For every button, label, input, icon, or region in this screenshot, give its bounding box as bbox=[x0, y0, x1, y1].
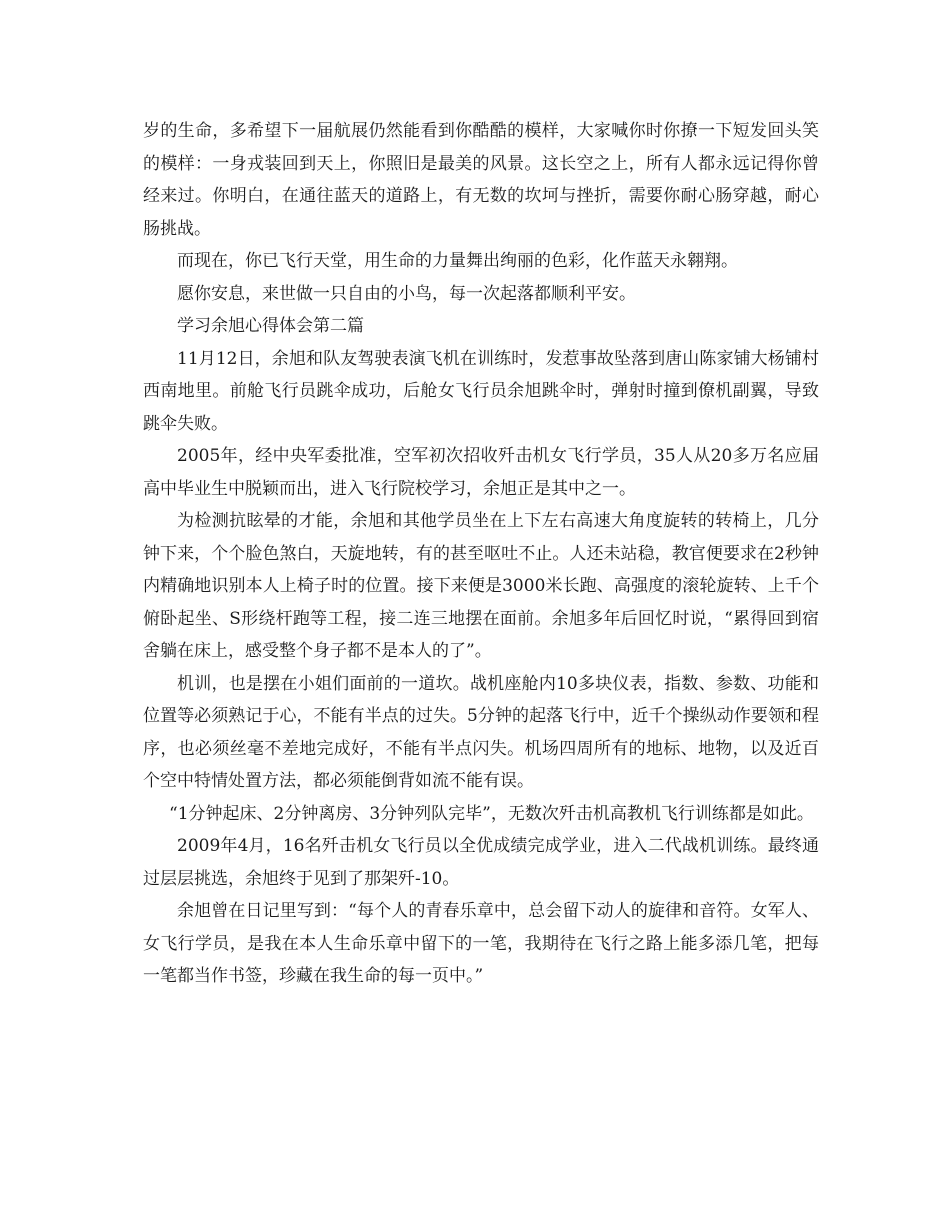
paragraph: 愿你安息，来世做一只自由的小鸟，每一次起落都顺利平安。 bbox=[177, 283, 636, 304]
paragraph: 余旭曾在日记里写到：“每个人的青春乐章中，总会留下动人的旋律和音符。女军人、女飞行学员，是我在本人生命乐章中留下的一笔，我期待在飞行之路上能多添几笔，把每一笔都当作书签，珍藏在我生命的每一页中。” bbox=[143, 901, 819, 986]
paragraph: “1分钟起床、2分钟离房、3分钟列队完毕”，无数次歼击机高教机飞行训练都是如此。 bbox=[169, 803, 814, 824]
section-heading: 学习余旭心得体会第二篇 bbox=[177, 316, 364, 336]
document-body bbox=[143, 115, 819, 993]
paragraph: 2005年，经中央军委批准，空军初次招收歼击机女飞行学员，35人从20多万名应届高中毕业生中脱颖而出，进入飞行院校学习，余旭正是其中之一。 bbox=[143, 446, 819, 499]
paragraph: 岁的生命，多希望下一届航展仍然能看到你酷酷的模样，大家喊你时你撩一下短发回头笑的模样：一身戎装回到天上，你照旧是最美的风景。这长空之上，所有人都永远记得你曾经来过。你明白，在通往蓝天的道路上，有无数的坎坷与挫折，需要你耐心肠穿越，耐心肠挑战。 bbox=[143, 121, 819, 239]
paragraph: 2009年4月，16名歼击机女飞行员以全优成绩完成学业，进入二代战机训练。最终通过层层挑选，余旭终于见到了那架歼-10。 bbox=[143, 836, 819, 889]
paragraph: 而现在，你已飞行天堂，用生命的力量舞出绚丽的色彩，化作蓝天永翱翔。 bbox=[177, 251, 738, 271]
paragraph: 11月12日，余旭和队友驾驶表演飞机在训练时，发惹事故坠落到唐山陈家铺大杨铺村西南地里。前舱飞行员跳伞成功，后舱女飞行员余旭跳伞时，弹射时撞到僚机副翼，导致跳伞失败。 bbox=[143, 348, 819, 434]
paragraph: 为检测抗眩晕的才能，余旭和其他学员坐在上下左右高速大角度旋转的转椅上，几分钟下来，个个脸色煞白，天旋地转，有的甚至呕吐不止。人还未站稳，教官便要求在2秒钟内精确地识别本人上椅子时的位置。接下来便是3000米长跑、高强度的滚轮旋转、上千个俯卧起坐、S形绕杆跑等工程，接二连三地摆在面前。余旭多年后回忆时说，“累得回到宿舍躺在床上，感受整个身子都不是本人的了”。 bbox=[143, 511, 819, 661]
paragraph: 机训，也是摆在小姐们面前的一道坎。战机座舱内10多块仪表，指数、参数、功能和位置等必须熟记于心，不能有半点的过失。5分钟的起落飞行中，近千个操纵动作要领和程序，也必须丝毫不差地完成好，不能有半点闪失。机场四周所有的地标、地物，以及近百个空中特情处置方法，都必须能倒背如流不能有误。 bbox=[143, 673, 819, 791]
